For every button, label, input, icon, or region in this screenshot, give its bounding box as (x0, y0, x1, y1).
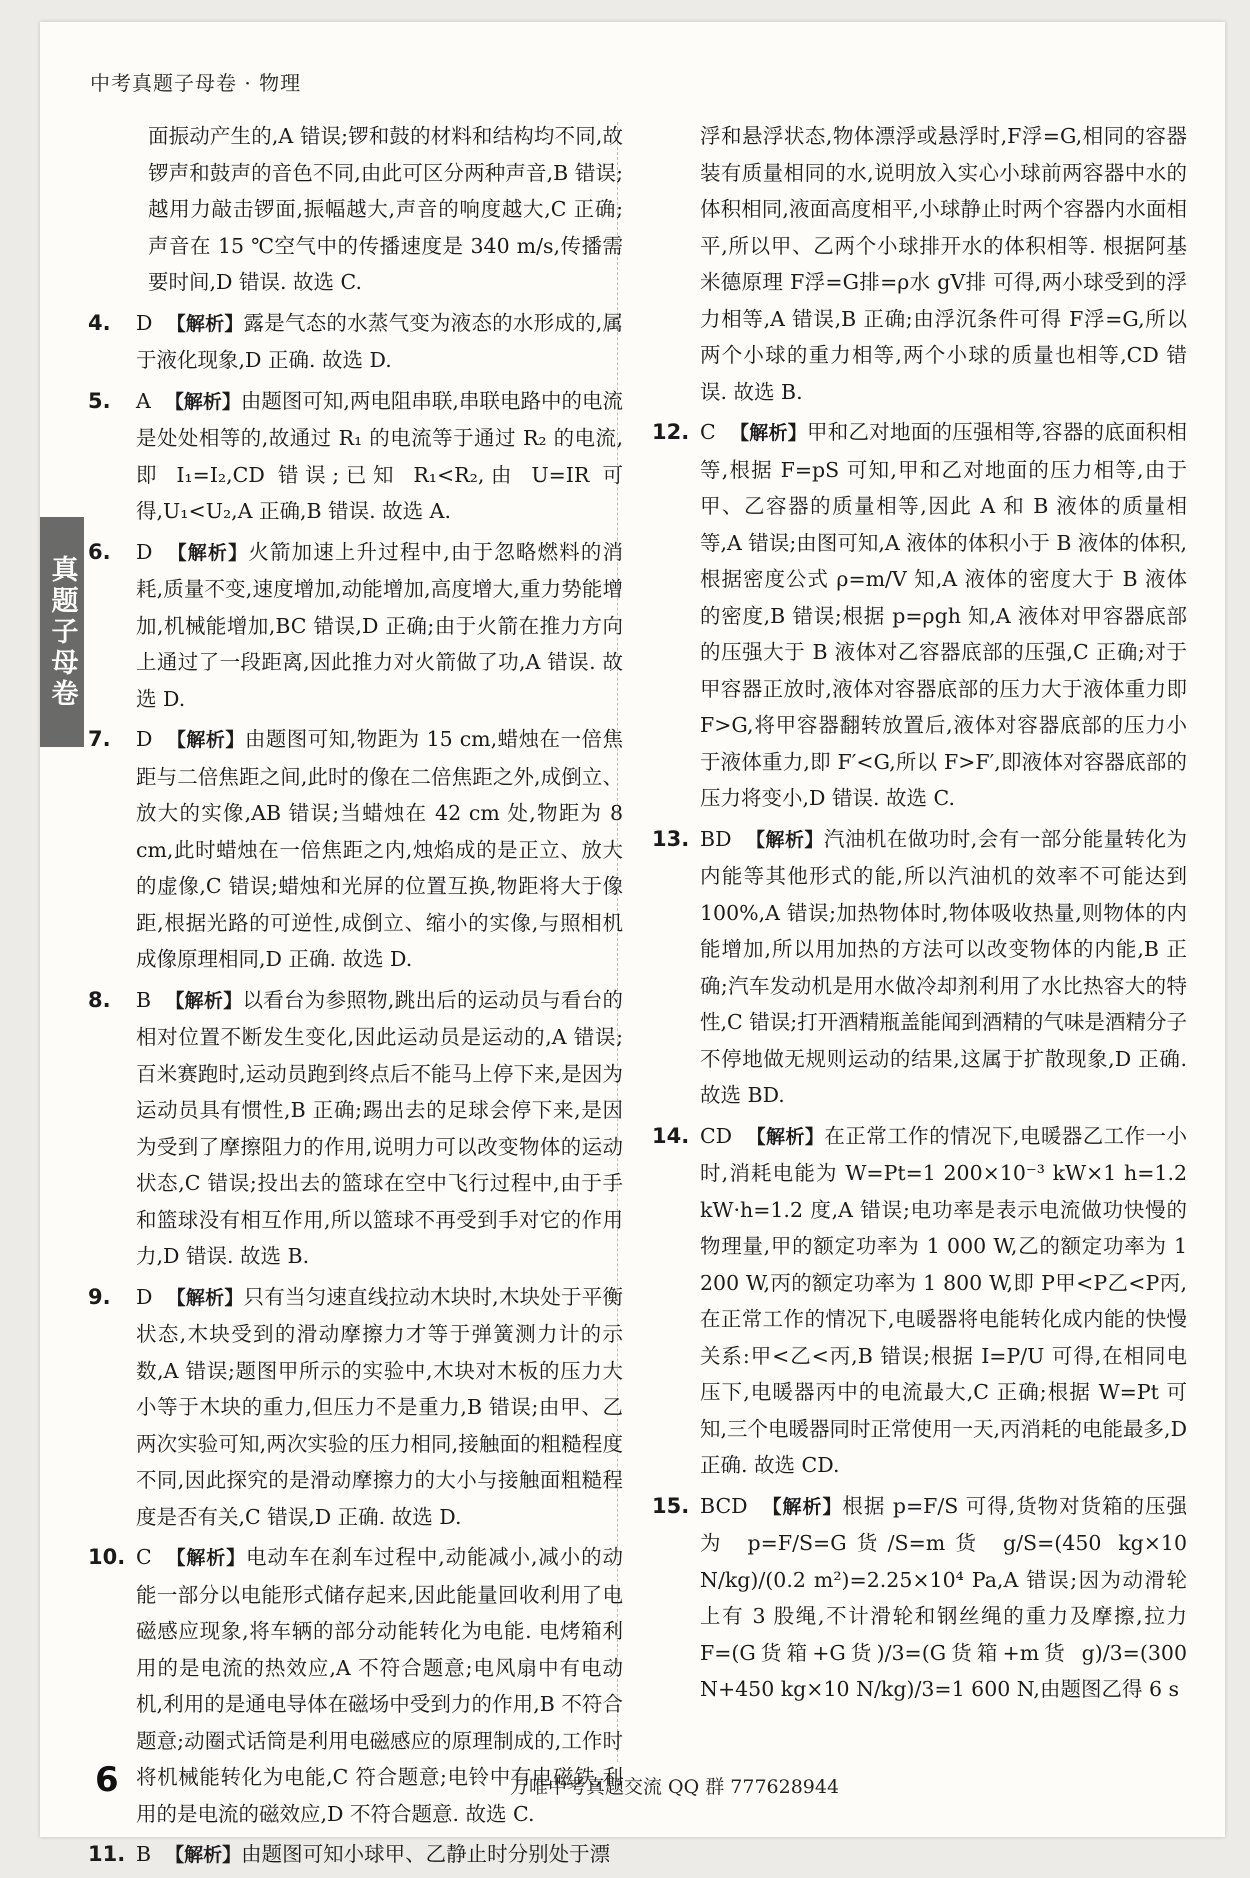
analysis-tag: 【解析】 (745, 828, 824, 851)
analysis-text: 露是气态的水蒸气变为液态的水形成的,属于液化现象,D 正确. 故选 D. (136, 310, 623, 372)
answer-choice: D (136, 1284, 153, 1309)
analysis-tag: 【解析】 (165, 1844, 242, 1866)
analysis-text: 根据 p=F/S 可得,货物对货箱的压强为 p=F/S=G货/S=m货 g/S=(450 kg×10 N/kg)/(0.2 m²)=2.25×10⁴ Pa,A 错误;因为动滑轮上有 3 股绳,不计滑轮和钢丝绳的重力及摩擦,拉力 F=(G货箱+G货)/3=(G货箱+m货 g)/3=(300 N+450 kg×10 N/kg)/3=1 600 N,由题图乙得 6 s (700, 1493, 1187, 1701)
right-column (652, 118, 1187, 1712)
analysis-tag: 【解析】 (165, 1547, 246, 1569)
analysis-tag: 【解析】 (746, 1125, 825, 1148)
analysis-text: 由题图可知小球甲、乙静止时分别处于漂 (241, 1842, 611, 1866)
question-number: 11. (88, 1842, 126, 1866)
answer-choice: C (136, 1545, 152, 1569)
analysis-text: 只有当匀速直线拉动木块时,木块处于平衡状态,木块受到的滑动摩擦力才等于弹簧测力计的示数,A 错误;题图甲所示的实验中,木块对木板的压力大小等于木块的重力,但压力不是重力,B 错误;由甲、乙两次实验可知,两次实验的压力相同,接触面的粗糙程度不同,因此探究的是滑动摩擦力的大小与接触面粗糙程度是否有关,C 错误,D 正确. 故选 D. (136, 1284, 623, 1529)
question-number: 9. (88, 1284, 111, 1309)
answer-item (652, 414, 1187, 817)
answer-choice: BD (700, 826, 732, 851)
analysis-tag: 【解析】 (166, 541, 249, 564)
analysis-text: 由题图可知,两电阻串联,串联电路中的电流是处处相等的,故通过 R₁ 的电流等于通过 R₂ 的电流,即 I₁=I₂,CD 错误;已知 R₁<R₂,由 U=IR 可得,U₁<U₂,A 正确,B 错误. 故选 A. (136, 388, 623, 523)
side-tab: 真题子母卷 (40, 517, 84, 747)
answer-choice: A (136, 388, 151, 413)
answer-item (88, 982, 623, 1275)
question-number: 4. (88, 310, 111, 335)
answer-item (88, 1836, 623, 1874)
answer-item (88, 305, 623, 379)
question-number: 12. (652, 420, 690, 444)
answer-item (88, 1279, 623, 1536)
question-number: 7. (88, 727, 111, 751)
question-number: 14. (652, 1123, 690, 1148)
question-number: 10. (88, 1545, 126, 1569)
analysis-tag: 【解析】 (164, 390, 241, 413)
question-number: 8. (88, 987, 111, 1012)
answer-item (652, 821, 1187, 1114)
page-number: 6 (95, 1760, 119, 1800)
footer-text: 万唯中考真题交流 QQ 群 777628944 (510, 1776, 840, 1798)
answer-choice: D (136, 310, 153, 335)
answer-item (88, 383, 623, 530)
analysis-text: 以看台为参照物,跳出后的运动员与看台的相对位置不断发生变化,因此运动员是运动的,A 错误;百米赛跑时,运动员跑到终点后不能马上停下来,是因为运动员具有惯性,B 正确;踢出去的足球会停下来,是因为受到了摩擦阻力的作用,说明力可以改变物体的运动状态,C 错误;投出去的篮球在空中飞行过程中,由于手和篮球没有相互作用,所以篮球不再受到手对它的作用力,D 错误. 故选 B. (136, 987, 623, 1268)
answer-choice: B (136, 987, 152, 1012)
answer-choice: C (700, 420, 716, 444)
analysis-tag: 【解析】 (166, 729, 245, 751)
question-number: 15. (652, 1493, 690, 1518)
answer-choice: D (136, 539, 153, 564)
answer-choice: D (136, 727, 153, 751)
analysis-tag: 【解析】 (166, 312, 244, 335)
analysis-text: 火箭加速上升过程中,由于忽略燃料的消耗,质量不变,速度增加,动能增加,高度增大,重力势能增加,机械能增加,BC 错误,D 正确;由于火箭在推力方向上通过了一段距离,因此推力对火箭做了功,A 错误. 故选 D. (136, 539, 623, 711)
answer-choice: BCD (700, 1493, 748, 1518)
analysis-tag: 【解析】 (166, 1286, 244, 1309)
answer-item (652, 1118, 1187, 1484)
analysis-tag: 【解析】 (165, 989, 243, 1012)
analysis-text: 甲和乙对地面的压强相等,容器的底面积相等,根据 F=pS 可知,甲和乙对地面的压力相等,由于甲、乙容器的质量相等,因此 A 和 B 液体的质量相等,A 错误;由图可知,A 液体的体积小于 B 液体的体积,根据密度公式 ρ=m/V 知,A 液体的密度大于 B 液体的密度,B 错误;根据 p=ρgh 知,A 液体对甲容器底部的压强大于 B 液体对乙容器底部的压强,C 正确;对于甲容器正放时,液体对容器底部的压力大于液体重力即 F>G,将甲容器翻转放置后,液体对容器底部的压力小于液体重力,即 F′<G,所以 F>F′,即液体对容器底部的压力将变小,D 错误. 故选 C. (700, 420, 1187, 810)
analysis-text: 汽油机在做功时,会有一部分能量转化为内能等其他形式的能,所以汽油机的效率不可能达到 100%,A 错误;加热物体时,物体吸收热量,则物体的内能增加,所以用加热的方法可以改变物体的内能,B 正确;汽车发动机是用水做冷却剂利用了水比热容大的特性,C 错误;打开酒精瓶盖能闻到酒精的气味是酒精分子不停地做无规则运动的结果,这属于扩散现象,D 正确. 故选 BD. (700, 826, 1187, 1107)
answer-choice: CD (700, 1123, 733, 1148)
answer-item (88, 721, 623, 978)
continuation-text: 浮和悬浮状态,物体漂浮或悬浮时,F浮=G,相同的容器装有质量相同的水,说明放入实心小球前两容器中水的体积相同,液面高度相平,小球静止时两个容器内水面相平,所以甲、乙两个小球排开水的体积相等. 根据阿基米德原理 F浮=G排=ρ水 gV排 可得,两小球受到的浮力相等,A 错误,B 正确;由浮沉条件可得 F浮=G,所以两个小球的重力相等,两个小球的质量也相等,CD 错误. 故选 B. (700, 124, 1187, 404)
question-number: 6. (88, 539, 111, 564)
question-number: 13. (652, 826, 690, 851)
running-header: 中考真题子母卷 · 物理 (90, 71, 302, 95)
analysis-text: 电动车在刹车过程中,动能减小,减小的动能一部分以电能形式储存起来,因此能量回收利用了电磁感应现象,将车辆的部分动能转化为电能. 电烤箱利用的是电流的热效应,A 不符合题意;电风扇中有电动机,利用的是通电导体在磁场中受到力的作用,B 不符合题意;动圈式话筒是利用电磁感应的原理制成的,工作时将机械能转化为电能,C 符合题意;电铃中有电磁铁,利用的是电流的磁效应,D 不符合题意. 故选 C. (136, 1545, 623, 1826)
continuation-text: 面振动产生的,A 错误;锣和鼓的材料和结构均不同,故锣声和鼓声的音色不同,由此可区分两种声音,B 错误;越用力敲击锣面,振幅越大,声音的响度越大,C 正确;声音在 15 ℃空气中的传播速度是 340 m/s,传播需要时间,D 错误. 故选 C. (148, 124, 623, 294)
analysis-text: 在正常工作的情况下,电暖器乙工作一小时,消耗电能为 W=Pt=1 200×10⁻³ kW×1 h=1.2 kW·h=1.2 度,A 错误;电功率是表示电流做功快慢的物理量,甲的额定功率为 1 000 W,乙的额定功率为 1 200 W,丙的额定功率为 1 800 W,即 P甲<P乙<P丙,在正常工作的情况下,电暖器将电能转化成内能的快慢关系:甲<乙<丙,B 错误;根据 I=P/U 可得,在相同电压下,电暖器丙中的电流最大,C 正确;根据 W=Pt 可知,三个电暖器同时正常使用一天,丙消耗的电能最多,D 正确. 故选 CD. (700, 1123, 1187, 1477)
answer-item (652, 1488, 1187, 1708)
left-column (88, 118, 623, 1878)
analysis-tag: 【解析】 (729, 422, 807, 444)
analysis-text: 由题图可知,物距为 15 cm,蜡烛在一倍焦距与二倍焦距之间,此时的像在二倍焦距之外,成倒立、放大的实像,AB 错误;当蜡烛在 42 cm 处,物距为 8 cm,此时蜡烛在一倍焦距之内,烛焰成的是正立、放大的虚像,C 错误;蜡烛和光屏的位置互换,物距将大于像距,根据光路的可逆性,成倒立、缩小的实像,与照相机成像原理相同,D 正确. 故选 D. (136, 727, 623, 971)
answer-choice: B (136, 1842, 152, 1866)
analysis-tag: 【解析】 (761, 1495, 843, 1518)
question-number: 5. (88, 388, 111, 413)
answer-item (88, 534, 623, 718)
document-page (40, 22, 1225, 1866)
